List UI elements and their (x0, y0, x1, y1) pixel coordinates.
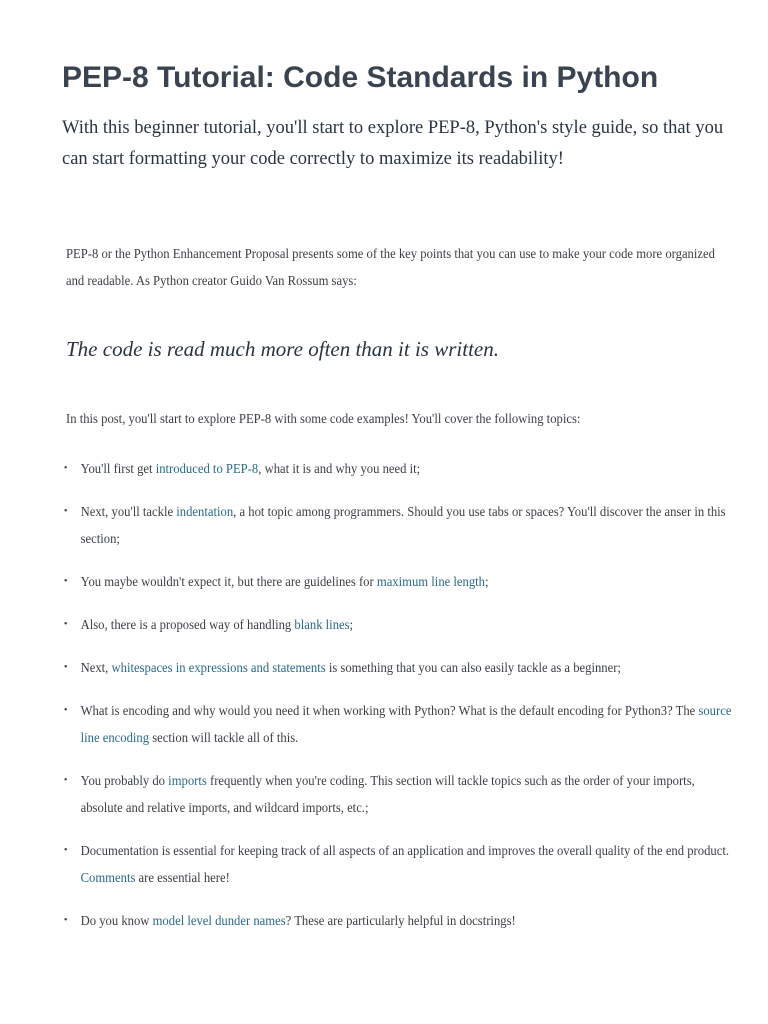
bullet-icon: • (63, 914, 68, 926)
topic-item (62, 767, 736, 821)
topic-text: Next, (80, 660, 112, 675)
topic-text: Do you know (80, 913, 153, 928)
bullet-icon: • (63, 618, 68, 630)
topic-text: You'll first get (80, 461, 156, 476)
topic-link-imports[interactable]: imports (168, 773, 207, 788)
topic-text: Also, there is a proposed way of handling (80, 617, 295, 632)
topic-item (62, 907, 736, 934)
topic-item (62, 568, 736, 595)
topic-item (62, 837, 736, 891)
topic-item (62, 654, 736, 681)
topic-text: Next, you'll tackle (80, 504, 177, 519)
bullet-icon: • (63, 462, 68, 474)
bullet-icon: • (63, 774, 68, 786)
topic-text: are essential here! (135, 870, 230, 885)
topic-text: , a hot topic among programmers. Should you use tabs or spaces? You'll discover the anser in this section; (80, 504, 726, 546)
topic-item (62, 498, 736, 552)
topic-link-blank-lines[interactable]: blank lines (294, 617, 350, 632)
topics-list (62, 455, 732, 950)
topic-link-comments[interactable]: Comments (80, 870, 136, 885)
topic-link-whitespaces[interactable]: whitespaces in expressions and statements (111, 660, 326, 675)
topic-link-maximum-line-length[interactable]: maximum line length (376, 574, 486, 589)
intro-paragraph: PEP-8 or the Python Enhancement Proposal presents some of the key points that you can use to make your code more organized and readable. As Python creator Guido Van Rossum says: (66, 246, 715, 288)
page-subtitle: With this beginner tutorial, you'll start to explore PEP-8, Python's style guide, so that you can start formatting your code correctly to maximize its readability! (62, 118, 724, 169)
bullet-icon: • (63, 505, 68, 517)
topic-item (62, 697, 736, 751)
topic-text: Documentation is essential for keeping track of all aspects of an application and improves the overall quality of the end product. (80, 843, 730, 858)
topic-text: section will tackle all of this. (149, 730, 299, 745)
topic-link-indentation[interactable]: indentation (176, 504, 234, 519)
topic-text: frequently when you're coding. This section will tackle topics such as the order of your imports, absolute and relative imports, and wildcard imports, etc.; (80, 773, 695, 815)
bullet-icon: • (63, 704, 68, 716)
topic-text: What is encoding and why would you need it when working with Python? What is the default encoding for Python3? The (80, 703, 699, 718)
topic-text: ; (349, 617, 354, 632)
topic-text: ; (485, 574, 489, 589)
topic-item (62, 455, 736, 482)
topic-link-introduction[interactable]: introduced to PEP-8 (155, 461, 259, 476)
topic-item (62, 611, 736, 638)
topics-lead-paragraph: In this post, you'll start to explore PEP-8 with some code examples! You'll cover the following topics: (66, 411, 581, 426)
topic-link-dunder-names[interactable]: model level dunder names (152, 913, 286, 928)
topic-text: You maybe wouldn't expect it, but there are guidelines for (80, 574, 377, 589)
topic-text: You probably do (80, 773, 169, 788)
topic-link-source-line-encoding[interactable]: source line encoding (80, 703, 732, 745)
topic-text: is something that you can also easily tackle as a beginner; (325, 660, 621, 675)
bullet-icon: • (63, 844, 68, 856)
page-title: PEP-8 Tutorial: Code Standards in Python (62, 61, 659, 94)
topic-text: , what it is and why you need it; (258, 461, 421, 476)
pull-quote: The code is read much more often than it is written. (66, 337, 499, 361)
bullet-icon: • (63, 575, 68, 587)
topic-text: ? These are particularly helpful in docstrings! (285, 913, 516, 928)
bullet-icon: • (63, 661, 68, 673)
